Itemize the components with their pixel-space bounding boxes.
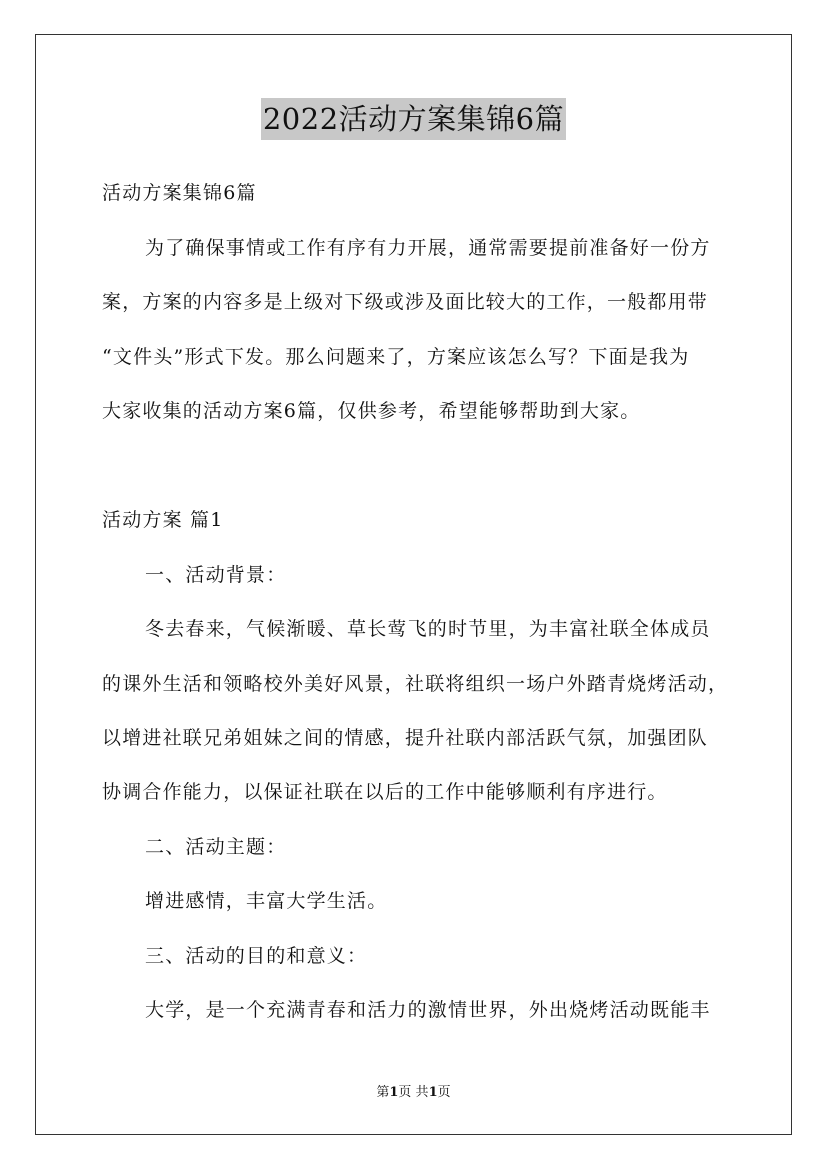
paragraph-line: 协调合作能力，以保证社联在以后的工作中能够顺利有序进行。 bbox=[102, 781, 668, 803]
paragraph-line: 为了确保事情或工作有序有力开展，通常需要提前准备好一份方 bbox=[145, 237, 711, 259]
subheading: 三、活动的目的和意义： bbox=[145, 945, 368, 967]
footer-current-page: 1 bbox=[389, 1085, 399, 1100]
paragraph-line: 大家收集的活动方案6篇，仅供参考，希望能够帮助到大家。 bbox=[102, 400, 641, 422]
document-title: 2022活动方案集锦6篇 bbox=[261, 98, 566, 140]
paragraph-line: 的课外生活和领略校外美好风景，社联将组织一场户外踏青烧烤活动， bbox=[102, 673, 729, 695]
paragraph-line: 冬去春来，气候渐暖、草长莺飞的时节里，为丰富社联全体成员 bbox=[145, 618, 711, 640]
paragraph-line: 案，方案的内容多是上级对下级或涉及面比较大的工作，一般都用带 bbox=[102, 291, 709, 313]
footer-prefix: 第 bbox=[376, 1085, 390, 1100]
page-footer bbox=[0, 1084, 827, 1102]
paragraph-line: 增进感情，丰富大学生活。 bbox=[145, 890, 388, 912]
paragraph-line: 以增进社联兄弟姐妹之间的情感，提升社联内部活跃气氛，加强团队 bbox=[102, 727, 709, 749]
footer-total-pages: 1 bbox=[428, 1085, 438, 1100]
title-container bbox=[0, 98, 827, 140]
section-heading: 活动方案 篇1 bbox=[102, 509, 224, 531]
footer-suffix: 页 bbox=[437, 1085, 451, 1100]
subheading: 一、活动背景： bbox=[145, 564, 287, 586]
footer-mid: 页 共 bbox=[398, 1085, 429, 1100]
subheading: 二、活动主题： bbox=[145, 836, 287, 858]
paragraph-line: 大学，是一个充满青春和活力的激情世界，外出烧烤活动既能丰 bbox=[145, 999, 711, 1021]
paragraph-line: “文件头”形式下发。那么问题来了，方案应该怎么写？下面是我为 bbox=[102, 346, 690, 368]
section-heading: 活动方案集锦6篇 bbox=[102, 182, 257, 204]
